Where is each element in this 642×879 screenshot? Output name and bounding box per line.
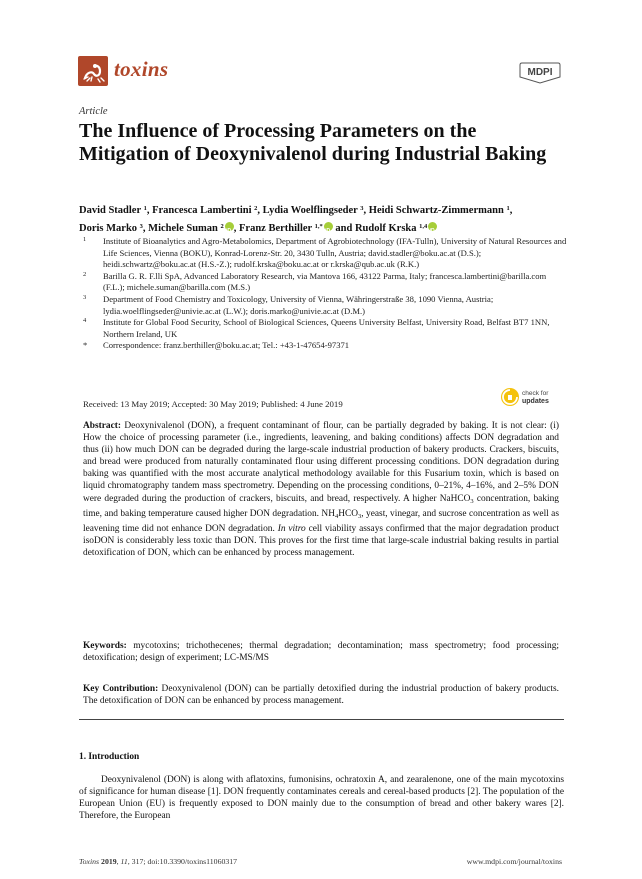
orcid-icon[interactable] — [324, 222, 333, 231]
abstract-text-3: HCO — [338, 508, 359, 519]
author-separator: , — [142, 223, 149, 234]
footer-year: 2019 — [101, 857, 117, 866]
affiliation-text: Institute of Bioanalytics and Agro-Metabolomics, Department of Agrobiotechnology (IFA-Tulln), University of Natural Resources and Life Sciences, Vienna (BOKU), Konrad-Lorenz-Str. 20, 3430 Tulln, Austria; david.stadler@boku.ac.at (D.S.); heidi.schwartz@boku.ac.at (H.S.-Z.); rudolf.krska@boku.ac.at or r.krska@qub.ac.uk (R.K.) — [103, 236, 567, 270]
author-list — [79, 201, 569, 237]
author-separator: , — [509, 205, 513, 216]
author-affiliation-mark: 3 — [360, 205, 364, 212]
scorpion-logo-icon — [78, 56, 108, 86]
publisher-logo[interactable] — [518, 61, 562, 85]
article-title: The Influence of Processing Parameters on the Mitigation of Deoxynivalenol during Industrial Baking — [79, 120, 547, 165]
journal-name: toxins — [114, 57, 169, 81]
affiliation-text: Correspondence: franz.berthiller@boku.ac.at; Tel.: +43-1-47654-97371 — [103, 340, 350, 351]
footer-url[interactable]: www.mdpi.com/journal/toxins — [466, 857, 562, 866]
footer-citation: Toxins 2019, 11, 317; doi:10.3390/toxins11060317 — [79, 857, 238, 866]
check-for-updates-badge[interactable] — [500, 386, 562, 408]
check-updates-icon — [500, 386, 562, 408]
mdpi-badge-icon — [518, 61, 562, 85]
keywords — [83, 640, 559, 664]
affiliation-number: 4 — [83, 317, 87, 325]
publisher-name: MDPI — [527, 67, 553, 78]
author-name[interactable]: Heidi Schwartz-Zimmermann — [368, 205, 504, 216]
affiliation-number: 1 — [83, 236, 87, 243]
keywords-label: Keywords: — [83, 641, 127, 651]
intro-paragraph: Deoxynivalenol (DON) is along with aflatoxins, fumonisins, ochratoxin A, and zearalenone, one of the main mycotoxins of significance for human disease [1]. DON frequently contaminates cereals and cereal-based products [2]. The population of the European Union (EU) is frequently exposed to DON mainly due to the consumption of bread and other bakery wares [2]. Therefore, the European — [79, 775, 564, 822]
affiliation-number: 3 — [83, 293, 87, 301]
author-name[interactable]: Rudolf Krska — [354, 223, 417, 234]
affiliations — [83, 236, 567, 352]
affiliation-item — [83, 317, 567, 340]
key-contribution-label: Key Contribution: — [83, 684, 159, 694]
abstract — [83, 420, 559, 559]
author-separator: , — [363, 205, 369, 216]
affiliation-item — [83, 271, 567, 294]
author-separator: and — [332, 223, 355, 234]
abstract-label: Abstract: — [83, 421, 122, 431]
affiliation-number: * — [83, 340, 88, 351]
footer-doi: , 317; doi:10.3390/toxins11060317 — [127, 857, 238, 866]
publication-dates: Received: 13 May 2019; Accepted: 30 May 2019; Published: 4 June 2019 — [83, 399, 343, 409]
author-separator: , — [257, 205, 263, 216]
affiliation-item — [83, 340, 567, 352]
abstract-italic: In vitro — [277, 523, 306, 534]
abstract-text-4: , yeast, vinegar, and sucrose concentration as well as leavening time did not enhance DON degradation. — [83, 508, 559, 534]
keywords-text: mycotoxins; trichothecenes; thermal degradation; decontamination; mass spectrometry; food processing; detoxification; design of experiment; LC-MS/MS — [83, 641, 559, 664]
journal-logo[interactable] — [78, 56, 218, 86]
author-name[interactable]: Lydia Woelflingseder — [262, 205, 358, 216]
footer-volume: 11 — [120, 857, 128, 866]
author-affiliation-mark: 1,4 — [419, 223, 428, 230]
author-name[interactable]: Doris Marko — [79, 223, 138, 234]
divider — [79, 719, 564, 720]
abstract-text-2: concentration, baking time, and baking temperature caused higher DON degradation. NH — [83, 493, 559, 519]
check-updates-line1: check for — [522, 390, 549, 397]
author-name[interactable]: Franz Berthiller — [239, 223, 313, 234]
author-separator: , — [146, 205, 153, 216]
author-name[interactable]: Francesca Lambertini — [152, 205, 252, 216]
key-contribution-text: Deoxynivalenol (DON) can be partially detoxified during the industrial production of bakery products. The detoxification of DON can be enhanced by process management. — [83, 684, 559, 707]
author-name[interactable]: David Stadler — [79, 205, 141, 216]
author-affiliation-mark: 3 — [139, 223, 143, 230]
check-updates-line2: updates — [522, 398, 549, 405]
footer-journal: Toxins — [79, 857, 100, 866]
orcid-icon[interactable] — [225, 222, 234, 231]
author-affiliation-mark: 1,* — [314, 223, 323, 230]
author-affiliation-mark: 2 — [220, 223, 224, 230]
author-affiliation-mark: 1 — [143, 205, 147, 212]
abstract-sub-3: 3 — [358, 512, 362, 520]
abstract-text-1: Deoxynivalenol (DON), a frequent contaminant of flour, can be partially degraded by baking. It is not clear: (i) How the choice of processing parameter (i.e., ingredients, leavening, and baking conditions) affects DON degradation and thus (ii) how much DON can be degraded during the large-scale industrial production of bakery products. Crackers, biscuits, and bread were produced from naturally contaminated flour using different processing conditions. DON degradation during baking was quantified with the most accurate analytical methodology available for this Fusarium toxin, which is based on liquid chromatography tandem mass spectrometry. Depending on the processing conditions, 0–21%, 4–16%, and 2–5% DON were degraded during the production of crackers, biscuits, and bread, respectively. A higher NaHCO — [83, 421, 559, 504]
author-affiliation-mark: 1 — [506, 205, 510, 212]
affiliation-text: Barilla G. R. F.lli SpA, Advanced Laboratory Research, via Mantova 166, 43122 Parma, Italy; francesca.lambertini@barilla.com (F.L.); michele.suman@barilla.com (M.S.) — [103, 270, 547, 293]
affiliation-item — [83, 294, 567, 317]
abstract-text-5: cell viability assays confirmed that the major degradation product isoDON is considerably less toxic than DON. This proves for the first time that large-scale industrial baking results in partial detoxification of DON, which can be enhanced by process management. — [83, 523, 559, 558]
abstract-sub-2: 4 — [334, 512, 339, 520]
affiliation-text: Department of Food Chemistry and Toxicology, University of Vienna, Währingerstraße 38, 1090 Vienna, Austria; lydia.woelflingseder@univie.ac.at (L.W.); doris.marko@univie.ac.at (D.M.) — [103, 293, 494, 316]
key-contribution — [83, 683, 559, 707]
author-name[interactable]: Michele Suman — [148, 223, 218, 234]
abstract-sub-1: 3 — [470, 497, 474, 505]
affiliation-number: 2 — [83, 270, 87, 278]
article-type: Article — [79, 106, 108, 117]
section-heading: 1. Introduction — [79, 752, 140, 762]
author-separator: , — [233, 223, 240, 234]
affiliation-text: Institute for Global Food Security, School of Biological Sciences, Queens University Belfast, University Road, Belfast BT7 1NN, Northern Ireland, UK — [103, 317, 550, 339]
affiliation-item — [83, 236, 567, 271]
orcid-icon[interactable] — [428, 222, 437, 231]
author-affiliation-mark: 2 — [254, 205, 258, 212]
